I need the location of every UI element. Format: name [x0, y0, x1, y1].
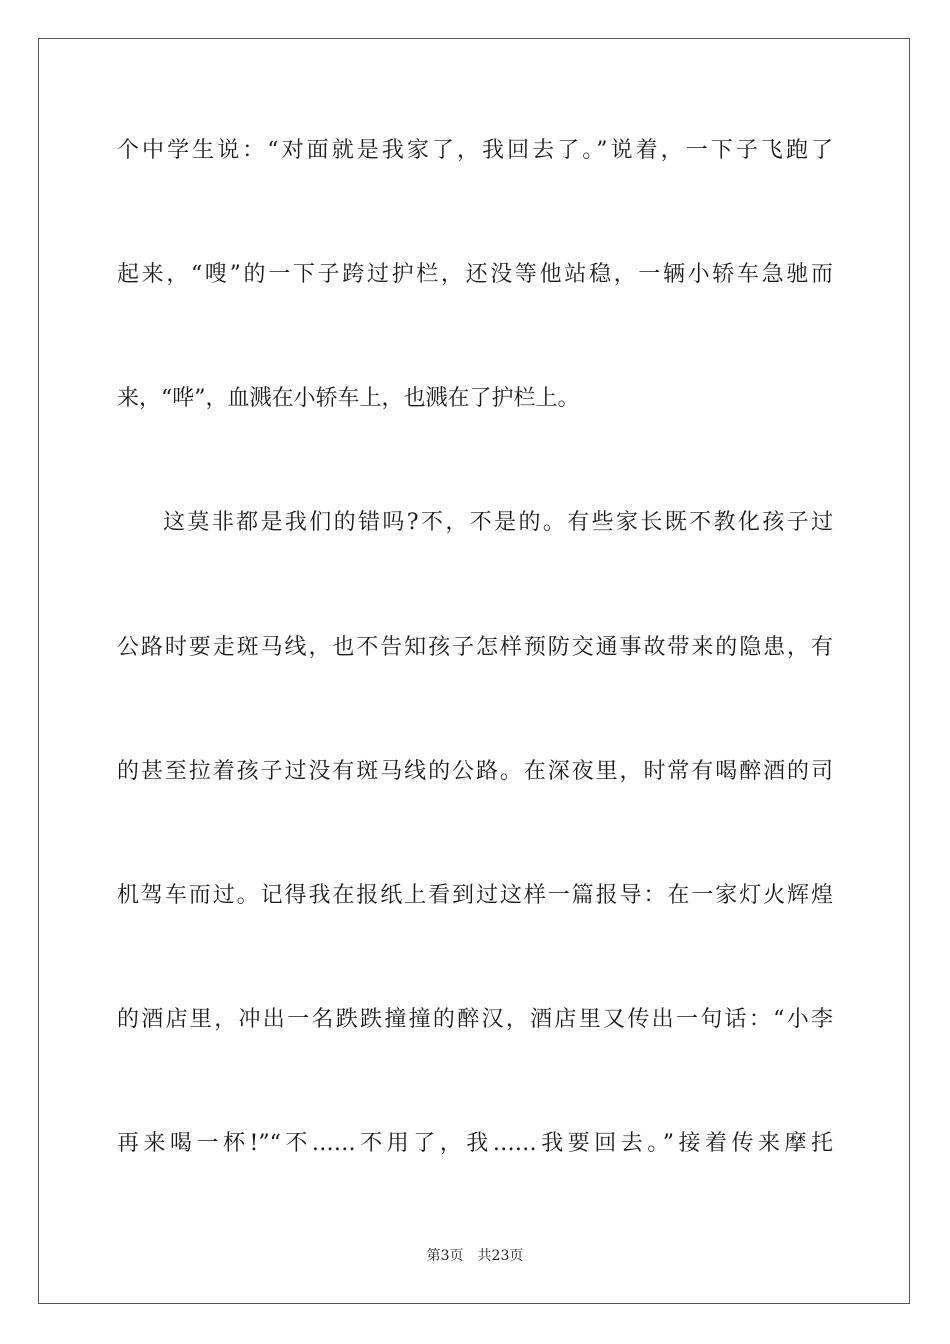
- text-line: 个中学生说：“对面就是我家了，我回去了。”说着，一下子飞跑了: [117, 138, 833, 163]
- text-line: 来，“哗”，血溅在小轿车上，也溅在了护栏上。: [117, 386, 580, 411]
- text-line: 的酒店里，冲出一名跌跌撞撞的醉汉，酒店里又传出一句话：“小李: [117, 1007, 833, 1032]
- text-line: 的甚至拉着孩子过没有斑马线的公路。在深夜里，时常有喝醉酒的司: [117, 759, 833, 784]
- text-line: 机驾车而过。记得我在报纸上看到过这样一篇报导：在一家灯火辉煌: [117, 883, 833, 908]
- page-number: 第3页: [426, 1248, 464, 1264]
- text-line: 起来，“嗖”的一下子跨过护栏，还没等他站稳，一辆小轿车急驰而: [117, 262, 833, 287]
- page-total: 共23页: [477, 1248, 524, 1264]
- text-line: 再来喝一杯!”“不……不用了，我……我要回去。”接着传来摩托: [117, 1131, 833, 1156]
- page-border: [38, 38, 910, 1304]
- text-line: 公路时要走斑马线，也不告知孩子怎样预防交通事故带来的隐患，有: [117, 635, 833, 660]
- page-footer: [0, 1246, 950, 1266]
- paragraph-start-line: 这莫非都是我们的错吗?不，不是的。有些家长既不教化孩子过: [163, 510, 833, 535]
